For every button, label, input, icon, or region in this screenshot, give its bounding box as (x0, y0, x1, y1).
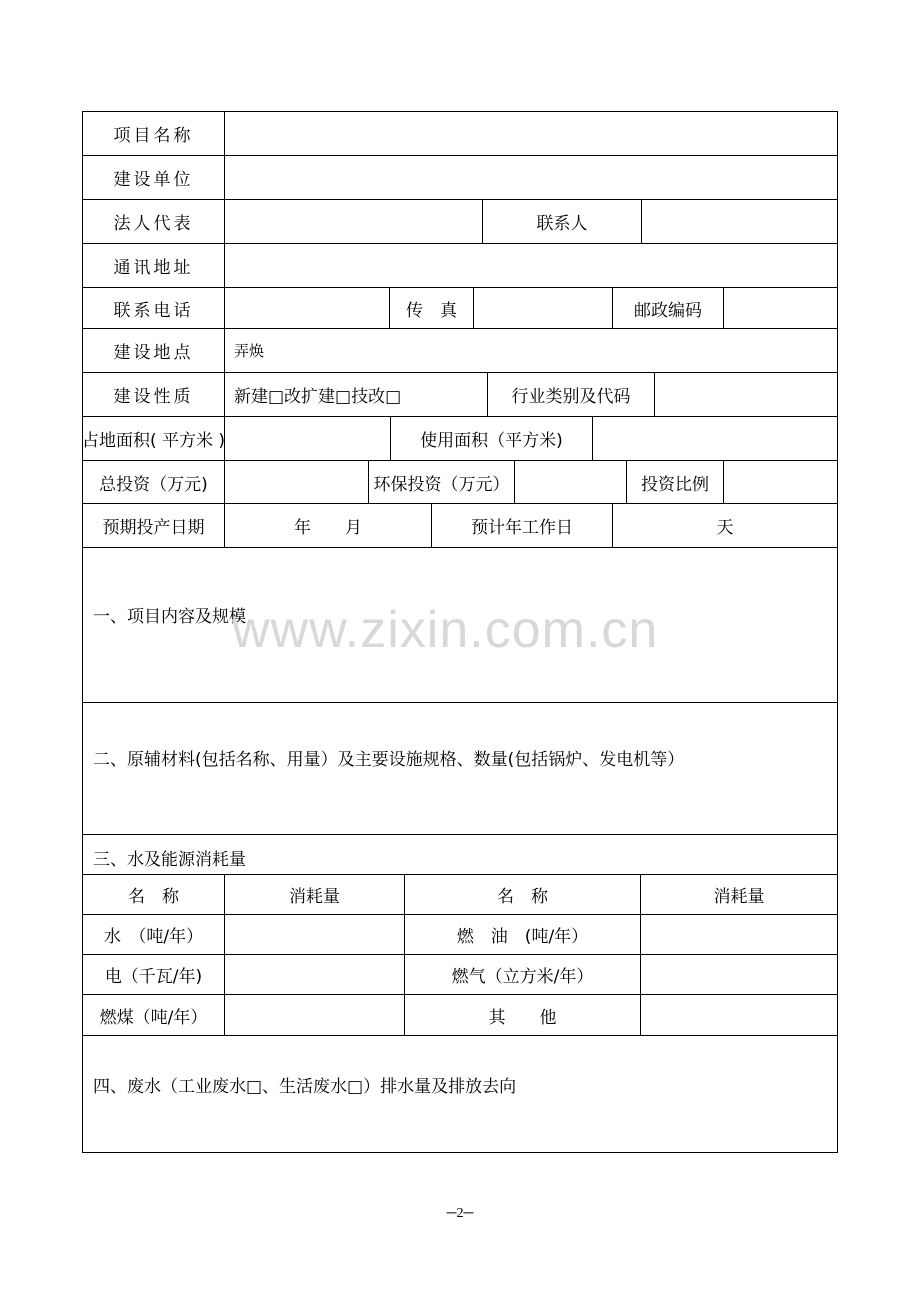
row-location (83, 329, 837, 373)
col-consumption-1: 消耗量 (225, 875, 405, 914)
col-consumption-2: 消耗量 (713, 887, 765, 907)
investment-ratio-field[interactable] (724, 461, 837, 503)
water-field[interactable] (225, 915, 405, 954)
postcode-field[interactable] (724, 288, 837, 328)
row-production (83, 504, 837, 548)
coal-field[interactable] (225, 995, 405, 1035)
phone-field[interactable] (225, 288, 390, 328)
section-energy (83, 835, 837, 875)
env-investment-field[interactable] (515, 461, 627, 503)
col-name-1: 名 称 (83, 875, 225, 914)
section-materials (83, 703, 837, 835)
contact-person-label: 联系人 (483, 200, 642, 243)
gas-field[interactable] (641, 955, 837, 994)
total-investment-field[interactable] (225, 461, 369, 503)
electricity-field[interactable] (225, 955, 405, 994)
industry-field[interactable] (655, 373, 837, 416)
table-row (83, 955, 837, 995)
table-row (83, 995, 837, 1036)
workdays-label: 预计年工作日 (432, 504, 613, 547)
section-3-title: 三、水及能源消耗量 (93, 850, 246, 870)
fuel-oil-label: 燃 油 (吨/年） (405, 915, 641, 954)
watermark: www.zixin.com.cn (232, 601, 659, 659)
fuel-oil-field[interactable] (641, 915, 837, 954)
gas-label: 燃气（立方米/年） (405, 955, 641, 994)
land-area-label: 占地面积( 平方米 ) (83, 417, 225, 460)
construction-unit-label: 建设单位 (83, 156, 225, 199)
other-label: 其 他 (405, 995, 641, 1035)
investment-ratio-label: 投资比例 (627, 461, 724, 503)
page-number: ─2─ (446, 1206, 474, 1221)
industry-label: 行业类别及代码 (488, 373, 655, 416)
section-wastewater (83, 1036, 837, 1152)
use-area-field[interactable] (593, 417, 837, 460)
contact-person-field[interactable] (642, 200, 837, 243)
legal-rep-field[interactable] (225, 200, 483, 243)
fax-field[interactable] (474, 288, 613, 328)
nature-label: 建设性质 (83, 373, 225, 416)
col-name-2: 名 称 (405, 875, 641, 914)
address-label: 通讯地址 (83, 244, 225, 287)
postcode-label: 邮政编码 (613, 288, 724, 328)
address-field[interactable] (225, 244, 837, 287)
project-name-field[interactable] (225, 112, 837, 155)
row-construction-unit (83, 156, 837, 200)
use-area-label: 使用面积（平方米) (391, 417, 593, 460)
construction-unit-field[interactable] (225, 156, 837, 199)
energy-table-header (83, 875, 837, 915)
other-field[interactable] (641, 995, 837, 1035)
nature-options[interactable]: 新建□改扩建□技改□ (225, 373, 488, 416)
workdays-field[interactable]: 天 (716, 518, 734, 538)
section-4-title: 四、废水（工业废水□、生活废水□）排水量及排放去向 (93, 1077, 517, 1097)
row-address (83, 244, 837, 288)
section-project-content (83, 548, 837, 703)
location-label: 建设地点 (83, 329, 225, 372)
section-2-title: 二、原辅材料(包括名称、用量）及主要设施规格、数量(包括锅炉、发电机等） (93, 750, 685, 770)
table-row (83, 915, 837, 955)
electricity-label: 电（千瓦/年) (83, 955, 225, 994)
row-project-name (83, 112, 837, 156)
row-nature (83, 373, 837, 417)
legal-rep-label: 法人代表 (83, 200, 225, 243)
total-investment-label: 总投资（万元) (83, 461, 225, 503)
project-info-form (82, 111, 838, 1153)
section-1-title: 一、项目内容及规模 (93, 607, 246, 627)
project-name-label: 项目名称 (83, 112, 225, 155)
phone-label: 联系电话 (83, 288, 225, 328)
row-area (83, 417, 837, 461)
row-investment (83, 461, 837, 504)
fax-label: 传 真 (390, 288, 474, 328)
row-legal-rep (83, 200, 837, 244)
location-field[interactable]: 弄焕 (234, 342, 265, 360)
production-date-field[interactable]: 年 月 (225, 504, 432, 547)
row-phone (83, 288, 837, 329)
env-investment-label: 环保投资（万元） (369, 461, 515, 503)
production-date-label: 预期投产日期 (83, 504, 225, 547)
coal-label: 燃煤（吨/年） (83, 995, 225, 1035)
water-label: 水 （吨/年） (83, 915, 225, 954)
land-area-field[interactable] (225, 417, 391, 460)
